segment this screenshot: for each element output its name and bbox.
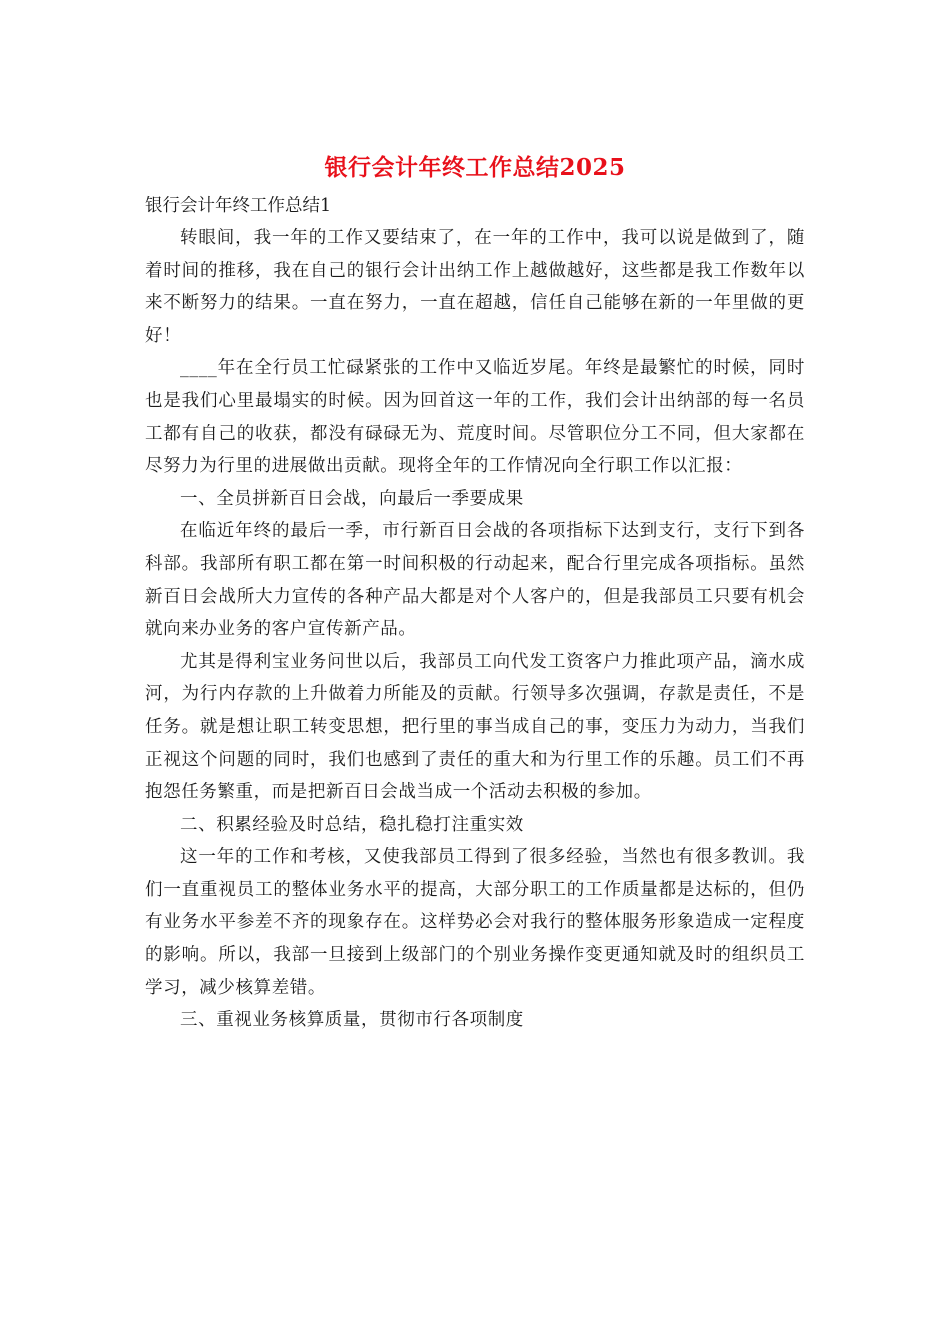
paragraph-intro: 转眼间，我一年的工作又要结束了，在一年的工作中，我可以说是做到了，随着时间的推移，我在自己的银行会计出纳工作上越做越好，这些都是我工作数年以来不断努力的结果。一直在努力，一直在超越，信任自己能够在新的一年里做的更好！: [145, 228, 805, 346]
document-body: [145, 150, 805, 1037]
paragraph-year-summary: ____年在全行员工忙碌紧张的工作中又临近岁尾。年终是最繁忙的时候，同时也是我们心里最塌实的时候。因为回首这一年的工作，我们会计出纳部的每一名员工都有自己的收获，都没有碌碌无为、荒度时间。尽管职位分工不同，但大家都在尽努力为行里的进展做出贡献。现将全年的工作情况向全行职工作以汇报：: [145, 358, 805, 477]
paragraph-section-2: 这一年的工作和考核，又使我部员工得到了很多经验，当然也有很多教训。我们一直重视员工的整体业务水平的提高，大部分职工的工作质量都是达标的，但仍有业务水平参差不齐的现象存在。这样势必会对我行的整体服务形象造成一定程度的影响。所以，我部一旦接到上级部门的个别业务操作变更通知就及时的组织员工学习，减少核算差错。: [145, 847, 805, 998]
section-heading-1: 一、全员拼新百日会战，向最后一季要成果: [180, 488, 524, 509]
section-heading-2: 二、积累经验及时总结，稳扎稳打注重实效: [180, 814, 524, 835]
document-title: 银行会计年终工作总结2025: [324, 154, 626, 181]
section-subtitle: 银行会计年终工作总结1: [145, 196, 332, 216]
paragraph-section-1-a: 在临近年终的最后一季，市行新百日会战的各项指标下达到支行，支行下到各科部。我部所有职工都在第一时间积极的行动起来，配合行里完成各项指标。虽然新百日会战所大力宣传的各种产品大都是对个人客户的，但是我部员工只要有机会就向来办业务的客户宣传新产品。: [145, 521, 805, 640]
section-heading-3: 三、重视业务核算质量，贯彻市行各项制度: [180, 1010, 524, 1031]
paragraph-section-1-b: 尤其是得利宝业务问世以后，我部员工向代发工资客户力推此项产品，滴水成河，为行内存款的上升做着力所能及的贡献。行领导多次强调，存款是责任，不是任务。就是想让职工转变思想，把行里的事当成自己的事，变压力为动力，当我们正视这个问题的同时，我们也感到了责任的重大和为行里工作的乐趣。员工们不再抱怨任务繁重，而是把新百日会战当成一个活动去积极的参加。: [145, 651, 805, 803]
